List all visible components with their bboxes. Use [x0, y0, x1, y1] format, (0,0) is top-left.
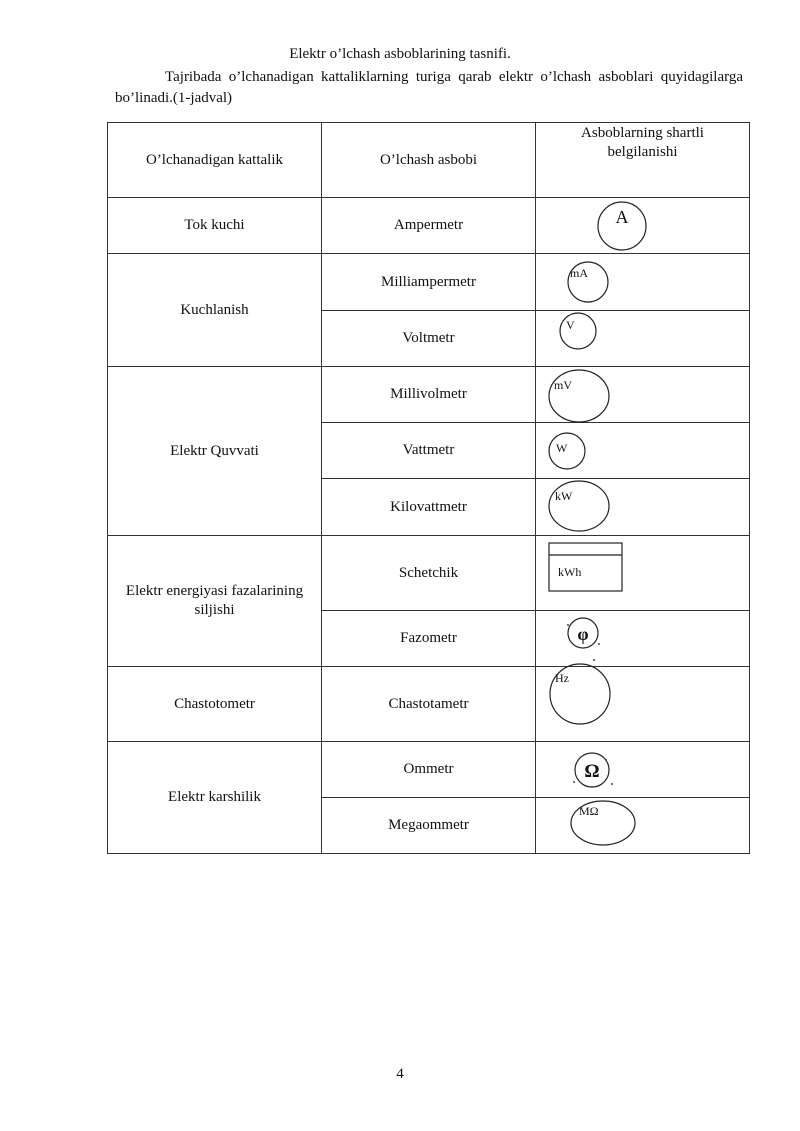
table-border-bottom: [107, 853, 750, 854]
instrument-cell: Vattmetr: [402, 442, 455, 458]
ohmmeter-label: Ω: [584, 761, 600, 782]
millivoltmeter-label: mV: [554, 378, 572, 392]
instrument-cell: Ampermetr: [393, 217, 464, 233]
megohmmeter-label: MΩ: [579, 804, 599, 818]
instrument-cell: Milliampermetr: [381, 273, 476, 290]
ammeter-label: A: [615, 207, 629, 227]
energy-meter-label: kWh: [558, 565, 582, 579]
scan-speck: [567, 624, 569, 626]
milliammeter-label: mA: [570, 266, 588, 280]
instrument-cell: Fazometr: [400, 630, 457, 646]
page-number: 4: [396, 1066, 404, 1082]
header-instrument: O’lchash asbobi: [379, 151, 478, 168]
kilowattmeter-label: kW: [555, 489, 573, 503]
frequency-meter-label: Hz: [555, 671, 569, 685]
instrument-cell: Megaommetr: [388, 817, 469, 833]
instrument-cell: Kilovattmetr: [390, 498, 467, 515]
instrument-cell: Voltmetr: [402, 330, 455, 346]
document-title: Elektr o’lchash asboblarining tasnifi.: [289, 46, 511, 62]
scan-speck: [573, 781, 575, 783]
scan-speck: [605, 759, 607, 761]
quantity-cell: Elektr karshilik: [168, 789, 261, 805]
quantity-cell: Elektr energiyasi fazalarining siljishi: [125, 583, 304, 618]
header-symbol: Asboblarning shartli belgilanishi: [581, 125, 704, 160]
wattmeter-label: W: [556, 441, 568, 455]
quantity-cell: Chastotometr: [174, 695, 255, 712]
symbols-column: [536, 123, 749, 853]
voltmeter-label: V: [566, 318, 575, 332]
scan-speck: [611, 783, 613, 785]
instrument-cell: Chastotametr: [388, 695, 469, 712]
scan-speck: [598, 643, 600, 645]
quantity-cell: Elektr Quvvati: [170, 442, 259, 459]
intro-paragraph: Tajribada o’lchanadigan kattaliklarning turiga qarab elektr o’lchash asboblari quyidagilarga bo’linadi.(1-jadval): [115, 69, 743, 106]
instrument-cell: Ommetr: [403, 761, 454, 777]
phase-meter-label: φ: [577, 624, 589, 644]
scan-speck: [593, 659, 595, 661]
instrument-cell: Millivolmetr: [390, 386, 467, 402]
header-quantity: O’lchanadigan kattalik: [145, 151, 284, 168]
quantity-cell: Kuchlanish: [180, 301, 249, 318]
instrument-cell: Schetchik: [398, 564, 459, 581]
table-border-right: [749, 122, 750, 854]
quantity-cell: Tok kuchi: [184, 217, 245, 233]
